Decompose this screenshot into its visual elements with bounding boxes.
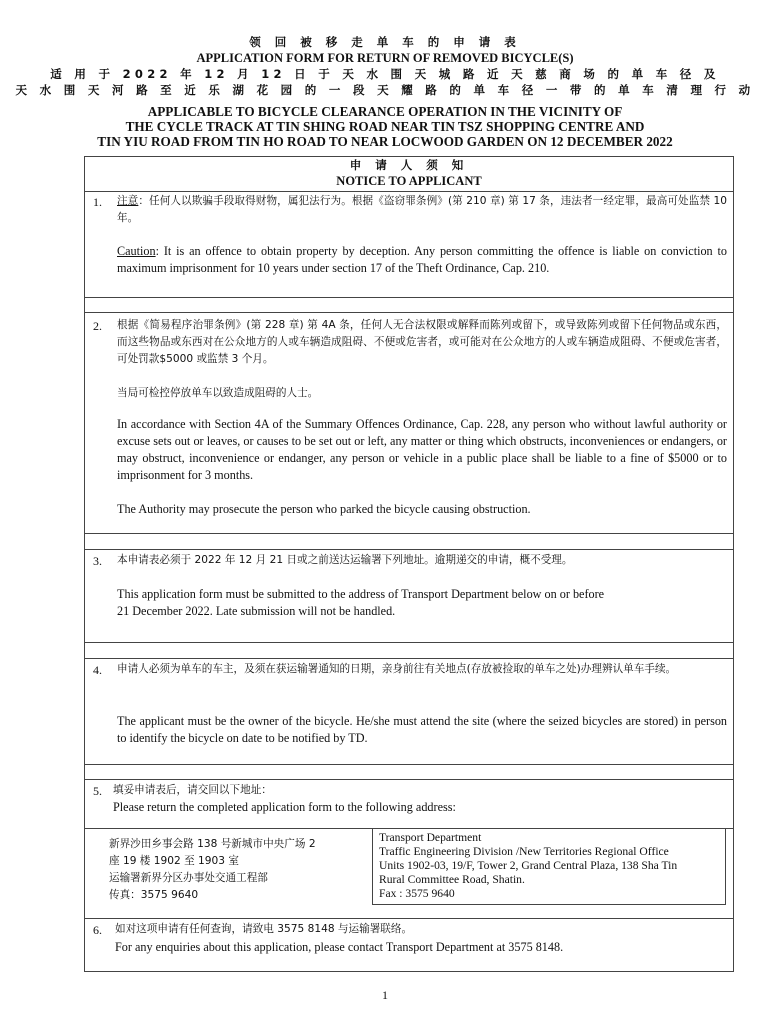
- item-number: 1.: [93, 195, 102, 209]
- caution-label-zh: 注意: [117, 195, 139, 207]
- item-text-en: Please return the completed application form to the following address:: [113, 800, 456, 814]
- address-block: [85, 829, 733, 905]
- item-number: 6.: [93, 923, 102, 937]
- notice-item-1: [85, 191, 733, 298]
- item-text-zh-2: 当局可检控停放单车以致造成阻碍的人士。: [117, 387, 319, 399]
- row-spacer: [85, 298, 733, 313]
- notice-item-5: [85, 780, 733, 829]
- item-text-en: In accordance with Section 4A of the Summary Offences Ordinance, Cap. 228, any person who without lawful authority or excuse sets out or leaves, or causes to be set out or left, any matter or thing which obstructs, inconveniences or endangers, or may obstruct, inconvenience or endanger, any person or vehicle in a public place shall be liable to a fine of $5000 or to imprisonment for 3 months.: [117, 417, 727, 482]
- notice-table: [84, 156, 734, 972]
- item-number: 5.: [93, 784, 102, 798]
- item-number: 3.: [93, 554, 102, 568]
- notice-heading: [85, 157, 733, 192]
- notice-heading-en: NOTICE TO APPLICANT: [336, 174, 482, 188]
- row-spacer: [85, 905, 733, 919]
- item-text-zh: 注意：任何人以欺骗手段取得财物，属犯法行为。根据《盗窃罪条例》(第 210 章) 第 17 条，违法者一经定罪，最高可处监禁 10 年。: [117, 195, 727, 224]
- item-text-en: This application form must be submitted to the address of Transport Department below on or before 21 December 2022. Late submission will not be handled.: [117, 587, 605, 618]
- caution-label-en: Caution: [117, 244, 156, 258]
- item-text-zh: 根据《简易程序治罪条例》(第 228 章) 第 4A 条，任何人无合法权限或解释而陈列或留下，或导致陈列或留下任何物品或东西，而这些物品或东西对在公众地方的人或车辆造成阻碍、不便或危害者，或可能对在公众地方的人或车辆造成阻碍、不便或危害者，可处罚款$5000 或监禁 3 个月。: [117, 319, 727, 365]
- title-zh: 领 回 被 移 走 单 车 的 申 请 表: [249, 35, 521, 49]
- subtitle-en-line-1: APPLICABLE TO BICYCLE CLEARANCE OPERATION IN THE VICINITY OF: [147, 104, 623, 119]
- notice-item-6: [85, 919, 733, 971]
- item-text-zh: 如对这项申请有任何查询，请致电 3575 8148 与运输署联络。: [115, 923, 413, 935]
- item-text-en: Caution: It is an offence to obtain property by deception. Any person committing the offence is liable on conviction to maximum imprisonment for 10 years under section 17 of the Theft Ordinance, Cap. 210.: [117, 244, 727, 275]
- item-number: 4.: [93, 663, 102, 677]
- subtitle-zh-line-1: 适 用 于 2022 年 12 月 12 日 于 天 水 围 天 城 路 近 天 慈 商 场 的 单 车 径 及: [50, 67, 720, 81]
- address-en: Transport Department Traffic Engineering Division /New Territories Regional Office Units 1902-03, 19/F, Tower 2, Grand Central Plaza, 138 Sha Tin Rural Committee Road, Shatin. Fax : 3575 9640: [372, 829, 733, 905]
- item-text-en: For any enquiries about this application, please contact Transport Department at 3575 8148.: [115, 940, 564, 954]
- item-text-en: The applicant must be the owner of the bicycle. He/she must attend the site (where the seized bicycles are stored) in person to identify the bicycle on date to be notified by TD.: [117, 714, 727, 745]
- item-text-zh: 填妥申请表后，请交回以下地址：: [113, 784, 272, 796]
- row-spacer: [85, 765, 733, 780]
- title-en: APPLICATION FORM FOR RETURN OF REMOVED BICYCLE(S): [196, 51, 574, 65]
- form-header: [0, 34, 770, 149]
- item-number: 2.: [93, 319, 102, 333]
- notice-item-4: [85, 659, 733, 765]
- item-text-en-2: The Authority may prosecute the person who parked the bicycle causing obstruction.: [117, 502, 531, 516]
- notice-item-3: [85, 550, 733, 643]
- item-text-zh: 申请人必须为单车的车主，及须在获运输署通知的日期，亲身前往有关地点(存放被捡取的单车之处)办理辨认单车手续。: [117, 663, 677, 675]
- address-zh: 新界沙田乡事会路 138 号新城市中央广场 2 座 19 楼 1902 至 1903 室 运输署新界分区办事处交通工程部 传真：3575 9640: [109, 838, 316, 901]
- row-spacer: [85, 643, 733, 659]
- row-spacer: [85, 534, 733, 550]
- item-text-zh: 本申请表必须于 2022 年 12 月 21 日或之前送达运输署下列地址。逾期递交的申请，概不受理。: [117, 554, 573, 566]
- subtitle-en-line-3: TIN YIU ROAD FROM TIN HO ROAD TO NEAR LOCWOOD GARDEN ON 12 DECEMBER 2022: [97, 134, 673, 149]
- subtitle-zh-line-2: 天 水 围 天 河 路 至 近 乐 湖 花 园 的 一 段 天 耀 路 的 单 车 径 一 带 的 单 车 清 理 行 动: [15, 83, 755, 97]
- subtitle-en-line-2: THE CYCLE TRACK AT TIN SHING ROAD NEAR TIN TSZ SHOPPING CENTRE AND: [125, 119, 645, 134]
- notice-item-2: [85, 313, 733, 534]
- notice-heading-zh: 申 请 人 须 知: [349, 158, 469, 172]
- page-number: 1: [382, 988, 388, 1002]
